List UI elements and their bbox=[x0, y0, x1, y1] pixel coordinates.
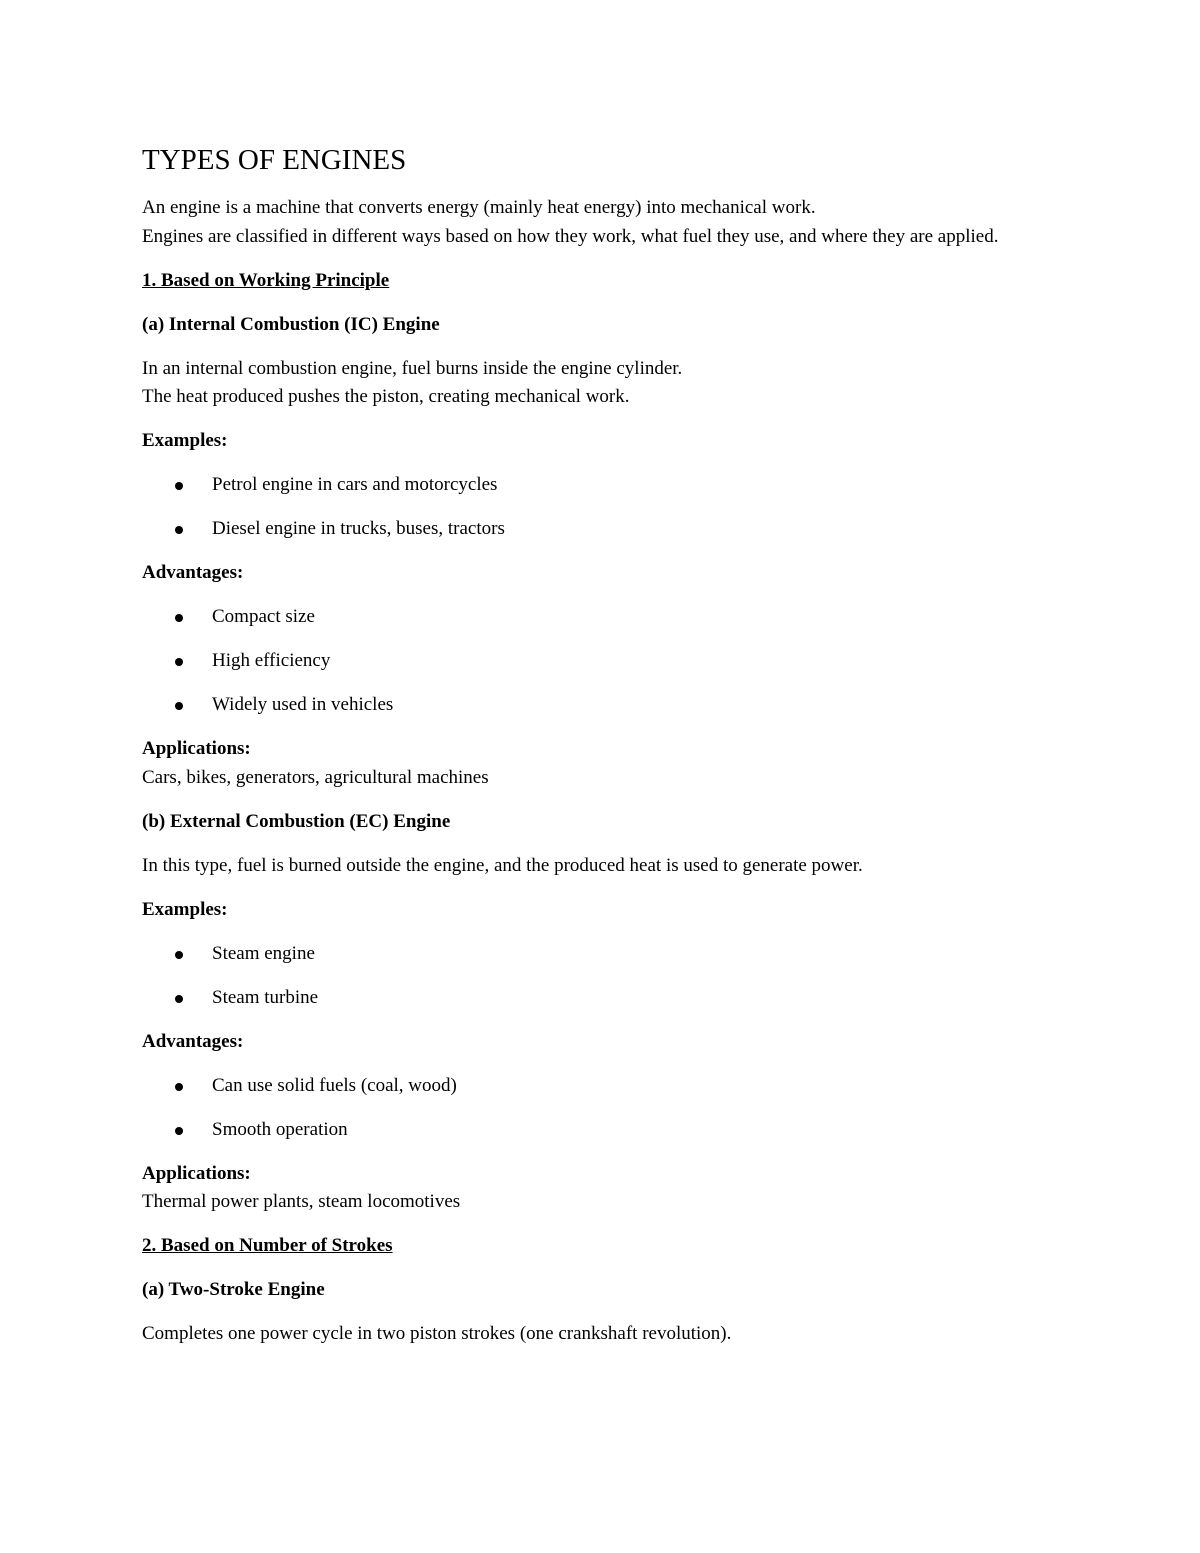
ic-description-line-2: The heat produced pushes the piston, creating mechanical work. bbox=[142, 386, 630, 407]
list-item-text: Steam turbine bbox=[212, 986, 319, 1008]
ic-advantages-label: Advantages: bbox=[142, 562, 244, 583]
subheading-ec-engine: (b) External Combustion (EC) Engine bbox=[142, 810, 451, 832]
bullet-icon bbox=[175, 1127, 183, 1135]
ec-examples-label: Examples: bbox=[142, 898, 228, 920]
ec-applications-label: Applications: bbox=[142, 1162, 251, 1184]
list-item-text: Petrol engine in cars and motorcycles bbox=[212, 474, 498, 495]
document-title: TYPES OF ENGINES bbox=[142, 144, 407, 176]
ic-applications-text: Cars, bikes, generators, agricultural machines bbox=[142, 766, 489, 788]
list-item bbox=[142, 647, 1062, 676]
list-item bbox=[142, 603, 1062, 632]
list-item bbox=[142, 984, 1062, 1013]
section-heading-working-principle: 1. Based on Working Principle bbox=[142, 269, 390, 291]
list-item-text: Diesel engine in trucks, buses, tractors bbox=[212, 518, 505, 539]
list-item-text: High efficiency bbox=[212, 650, 331, 671]
list-item bbox=[142, 515, 1062, 544]
section-heading-number-of-strokes: 2. Based on Number of Strokes bbox=[142, 1235, 393, 1256]
ec-applications-text: Thermal power plants, steam locomotives bbox=[142, 1191, 461, 1212]
bullet-icon bbox=[175, 951, 183, 959]
list-item-text: Can use solid fuels (coal, wood) bbox=[212, 1074, 457, 1096]
list-item bbox=[142, 691, 1062, 720]
ec-examples-list bbox=[142, 940, 1062, 1013]
list-item bbox=[142, 1116, 1062, 1145]
subheading-two-stroke-engine: (a) Two-Stroke Engine bbox=[142, 1279, 325, 1300]
bullet-icon bbox=[175, 482, 183, 490]
list-item-text: Widely used in vehicles bbox=[212, 694, 394, 715]
bullet-icon bbox=[175, 614, 183, 622]
intro-line-2: Engines are classified in different ways based on how they work, what fuel they use, and where they are applied. bbox=[142, 225, 999, 247]
bullet-icon bbox=[175, 995, 183, 1003]
list-item bbox=[142, 940, 1062, 969]
ec-advantages-list bbox=[142, 1072, 1062, 1145]
bullet-icon bbox=[175, 702, 183, 710]
bullet-icon bbox=[175, 1083, 183, 1091]
list-item-text: Steam engine bbox=[212, 942, 315, 964]
list-item-text: Smooth operation bbox=[212, 1118, 348, 1140]
ic-examples-label: Examples: bbox=[142, 430, 228, 451]
list-item bbox=[142, 1072, 1062, 1101]
ic-description-line-1: In an internal combustion engine, fuel burns inside the engine cylinder. bbox=[142, 357, 683, 379]
two-stroke-description: Completes one power cycle in two piston strokes (one crankshaft revolution). bbox=[142, 1323, 732, 1344]
intro-line-1: An engine is a machine that converts energy (mainly heat energy) into mechanical work. bbox=[142, 197, 816, 218]
subheading-ic-engine: (a) Internal Combustion (IC) Engine bbox=[142, 313, 440, 335]
ic-applications-label: Applications: bbox=[142, 738, 251, 759]
ec-description: In this type, fuel is burned outside the engine, and the produced heat is used to generate power. bbox=[142, 854, 863, 876]
ic-examples-list bbox=[142, 471, 1062, 544]
list-item bbox=[142, 471, 1062, 500]
bullet-icon bbox=[175, 526, 183, 534]
ec-advantages-label: Advantages: bbox=[142, 1030, 244, 1052]
ic-advantages-list bbox=[142, 603, 1062, 720]
bullet-icon bbox=[175, 658, 183, 666]
document-page bbox=[142, 140, 1062, 1349]
list-item-text: Compact size bbox=[212, 606, 315, 627]
